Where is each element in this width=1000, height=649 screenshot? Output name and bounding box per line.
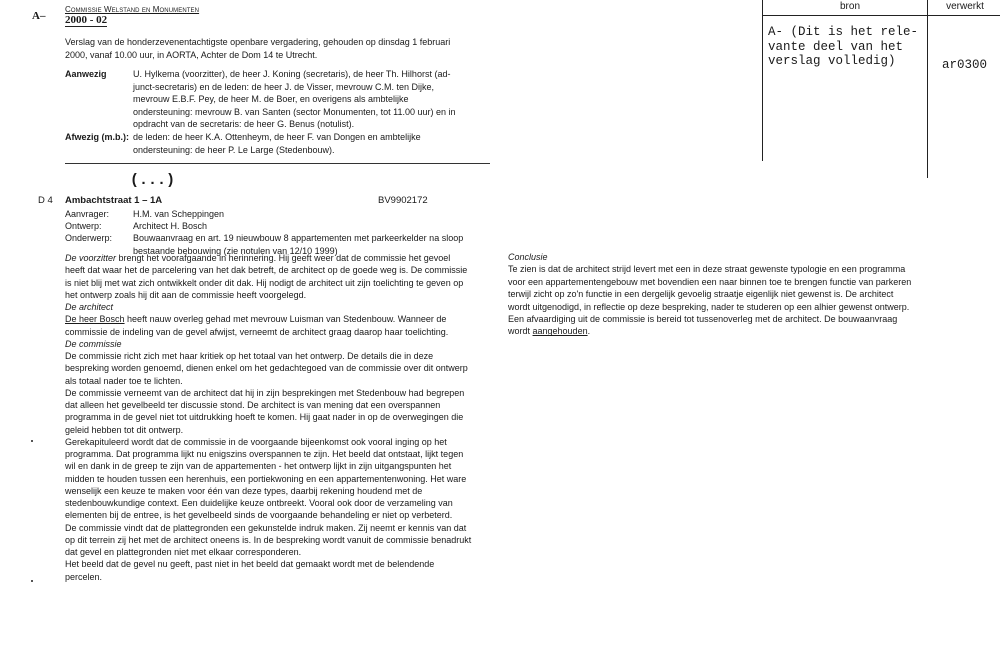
- body-line: [65, 473, 466, 485]
- text-segment: Te zien is dat de architect strijd levert met een in deze straat gewenste typologie en een programma: [508, 264, 906, 275]
- text-segment: wordt uitgenodigd, in reflectie op deze bespreking, nader te studeren op een alhier gewenst ontwerp.: [508, 301, 910, 312]
- intro-line: 2000, vanaf 10.00 uur, in AORTA, Achter de Dom 14 te Utrecht.: [65, 50, 318, 60]
- omission-mark: (...): [130, 172, 176, 189]
- column-header-bron: bron: [839, 1, 860, 12]
- body-line: [65, 326, 448, 338]
- body-line: [65, 448, 463, 460]
- text-segment: percelen.: [65, 571, 103, 582]
- body-line: [65, 387, 464, 399]
- attendance-line: ondersteuning: mevrouw B. van Santen (sector Monumenten, tot 11.00 uur) en in: [133, 106, 456, 117]
- body-line: [65, 522, 466, 534]
- text-segment: het ontwerp zoals hij dit aan de commissie heeft voorgelegd.: [65, 289, 307, 300]
- text-segment: Gerekapituleerd wordt dat de commissie in de voorgaande bijeenkomst ook vooral inging op het: [65, 436, 447, 447]
- field-label: Onderwerp:: [65, 233, 113, 244]
- attendance-label: Afwezig (m.b.):: [65, 132, 129, 142]
- divider: [65, 163, 490, 164]
- text-segment: brengt het voorafgaande in herinnering. Hij geeft weer dat de commissie het gevoel: [116, 253, 451, 263]
- subheading-text: De voorzitter: [65, 253, 117, 263]
- body-line: [65, 362, 468, 374]
- scan-speck: [31, 580, 33, 582]
- body-line: [65, 289, 306, 301]
- conclusion-line: [508, 263, 905, 275]
- body-line: [65, 546, 301, 558]
- conclusion-line: [508, 251, 548, 263]
- attendance-line: opdracht van de secretaris: de heer G. Benus (notulist).: [133, 119, 355, 130]
- text-segment: als totaal nader toe te lichten.: [65, 375, 183, 386]
- body-line: [65, 350, 433, 362]
- conclusion-line: [508, 276, 911, 288]
- text-segment: voor een appartementengebouw met bovendien een naar binnen toe te brengen functie van parkeren: [508, 276, 912, 287]
- column-header-verwerkt: verwerkt: [946, 1, 984, 12]
- text-segment: dat alleen het gevelbeeld ter discussie stond. De architect is van mening dat een overspannen: [65, 400, 441, 410]
- body-line: [65, 338, 122, 350]
- body-line: [65, 558, 434, 570]
- attendance-line: mevrouw E.B.F. Pey, de heer M. de Boer, en overigens als ambtelijke: [133, 94, 409, 105]
- bron-line: A- (Dit is het rele-: [768, 25, 919, 39]
- body-line: [65, 399, 440, 411]
- organization-name: Commissie Welstand en Monumenten: [65, 5, 200, 14]
- item-code: D 4: [38, 195, 53, 206]
- text-segment: programma in de gevel niet tot uitdrukking hoeft te komen. Hij gaat nader in op de overwegingen die: [65, 412, 464, 423]
- bron-line: verslag volledig): [768, 54, 896, 68]
- body-line: [65, 313, 446, 325]
- text-segment: geleid hebben tot dit ontwerp.: [65, 424, 184, 435]
- body-line: [65, 252, 450, 264]
- table-border-left: [762, 0, 763, 161]
- text-segment: wil en dank in de greep te zijn van de appartementen - het ontwerp lijkt in zijn uitgangspunten het: [65, 461, 452, 472]
- subheading-text: De architect: [65, 302, 114, 312]
- body-line: [65, 375, 183, 387]
- subheading-text: Conclusie: [508, 252, 548, 262]
- field-label: Ontwerp:: [65, 221, 102, 232]
- text-segment: elementen bij de entree, is het gevelbeeld sinds de voorgaande behandeling er niet op verbeterd.: [65, 510, 453, 521]
- body-line: [65, 301, 113, 313]
- bron-line: vante deel van het: [768, 39, 904, 54]
- verwerkt-cell: ar0300: [942, 58, 988, 72]
- text-segment: heeft dat waar het de parcelering van het dak betreft, de architect op de goede weg is. De commissie: [65, 265, 468, 276]
- table-divider: [927, 0, 928, 178]
- attendance-line: ondersteuning: de heer P. Le Large (Stedenbouw).: [133, 144, 335, 155]
- text-segment: wenselijk een keuze te maken voor één van deze types, daarbij rekening houdend met de: [65, 485, 423, 496]
- underlined-text: De heer Bosch: [65, 314, 125, 325]
- subheading-text: De commissie: [65, 338, 122, 349]
- attendance-line: junct-secretaris) en de leden: de heer J. de Visser, mevrouw C.M. ten Dijke,: [133, 81, 434, 92]
- body-line: [65, 509, 452, 521]
- body-line: [65, 497, 453, 509]
- field-value: Bouwaanvraag en art. 19 nieuwbouw 8 appartementen met parkeerkelder na sloop: [133, 233, 464, 244]
- conclusion-line: [508, 301, 909, 313]
- attendance-line: U. Hylkema (voorzitter), de heer J. Koning (secretaris), de heer Th. Hilhorst (ad-: [133, 69, 451, 79]
- body-line: [65, 264, 467, 276]
- text-segment: terwijl zicht op zo'n functie in een dergelijk gevoelig straatje eigenlijk niet gewenst is. De architect: [508, 289, 894, 300]
- body-line: [65, 277, 463, 289]
- text-segment: op dit terrein zij het met de architect oneens is. In de bespreking wordt vanuit de commissie benadrukt: [65, 534, 472, 545]
- text-segment: De commissie richt zich met haar kritiek op het totaal van het ontwerp. De details die in deze: [65, 351, 434, 361]
- text-segment: stedenbouwkundige context. Een duidelijke keuze ontbreekt. Vooral ook door de verzameling van: [65, 498, 453, 508]
- underlined-text: aangehouden: [532, 326, 588, 337]
- text-segment: programma. Dat programma lijkt nu enigszins overspannen te zijn. Het beeld dat ontstaat, lijkt tegen: [65, 449, 464, 459]
- conclusion-line: [508, 325, 590, 337]
- scan-speck: [31, 440, 33, 442]
- body-line: [65, 411, 463, 423]
- body-line: [65, 424, 183, 436]
- text-segment: bespreking worden genoemd, dienen enkel om het gedachtegoed van de commissie over dit ontwerp: [65, 363, 468, 374]
- text-segment: is niet blij met wat zich ontwikkelt onder dit dak. Hij nodigt de architect uit zijn toelichting te geven op: [65, 277, 464, 288]
- text-segment: De commissie verneemt van de architect dat hij in zijn besprekingen met Stedenbouw had begrepen: [65, 387, 465, 398]
- attendance-line: de leden: de heer K.A. Ottenheym, de heer F. van Dongen en ambtelijke: [133, 132, 421, 142]
- text-segment: Het beeld dat de gevel nu geeft, past niet in het beeld dat gemaakt wordt met de belendende: [65, 559, 435, 570]
- text-segment: Een afvaardiging uit de commissie is bereid tot tussenoverleg met de architect. De bouwaanvraag: [508, 314, 898, 324]
- intro-line: Verslag van de honderzevenentachtigste openbare vergadering, gehouden op dinsdag 1 februari: [65, 37, 451, 47]
- text-segment: De commissie vindt dat de plattegronden een gekunstelde indruk maken. Zij neemt er kennis van dat: [65, 522, 467, 533]
- report-number: 2000 - 02: [65, 14, 108, 26]
- text-segment: dat gevel en plattegronden niet met elkaar corresponderen.: [65, 547, 302, 557]
- body-line: [65, 460, 451, 472]
- field-value: H.M. van Scheppingen: [133, 209, 225, 219]
- text-segment: commissie de indeling van de gevel afwijst, verneemt de architect graag daarop haar toelichting.: [65, 326, 449, 337]
- conclusion-line: [508, 288, 893, 300]
- table-header-rule: [762, 15, 1000, 16]
- field-label: Aanvrager:: [65, 209, 110, 219]
- body-line: [65, 534, 471, 546]
- body-line: [65, 485, 422, 497]
- text-segment: wordt: [508, 326, 533, 337]
- field-value: bestaande bebouwing (zie notulen van 12/10 1999): [133, 245, 338, 256]
- body-line: [65, 436, 447, 448]
- text-segment: .: [587, 326, 591, 337]
- item-title: Ambachtstraat 1 – 1A: [65, 195, 163, 206]
- text-segment: heeft nauw overleg gehad met mevrouw Luisman van Stedenbouw. Wanneer de: [124, 314, 447, 325]
- conclusion-line: [508, 313, 897, 325]
- field-value: Architect H. Bosch: [133, 221, 208, 232]
- attendance-label: Aanwezig: [65, 69, 107, 79]
- section-mark: A–: [32, 10, 46, 22]
- body-line: [65, 571, 102, 583]
- text-segment: midden te houden tussen een herenhuis, een portiekwoning en een appartementenwoning. Het ware: [65, 473, 467, 484]
- item-reference: BV9902172: [378, 195, 428, 206]
